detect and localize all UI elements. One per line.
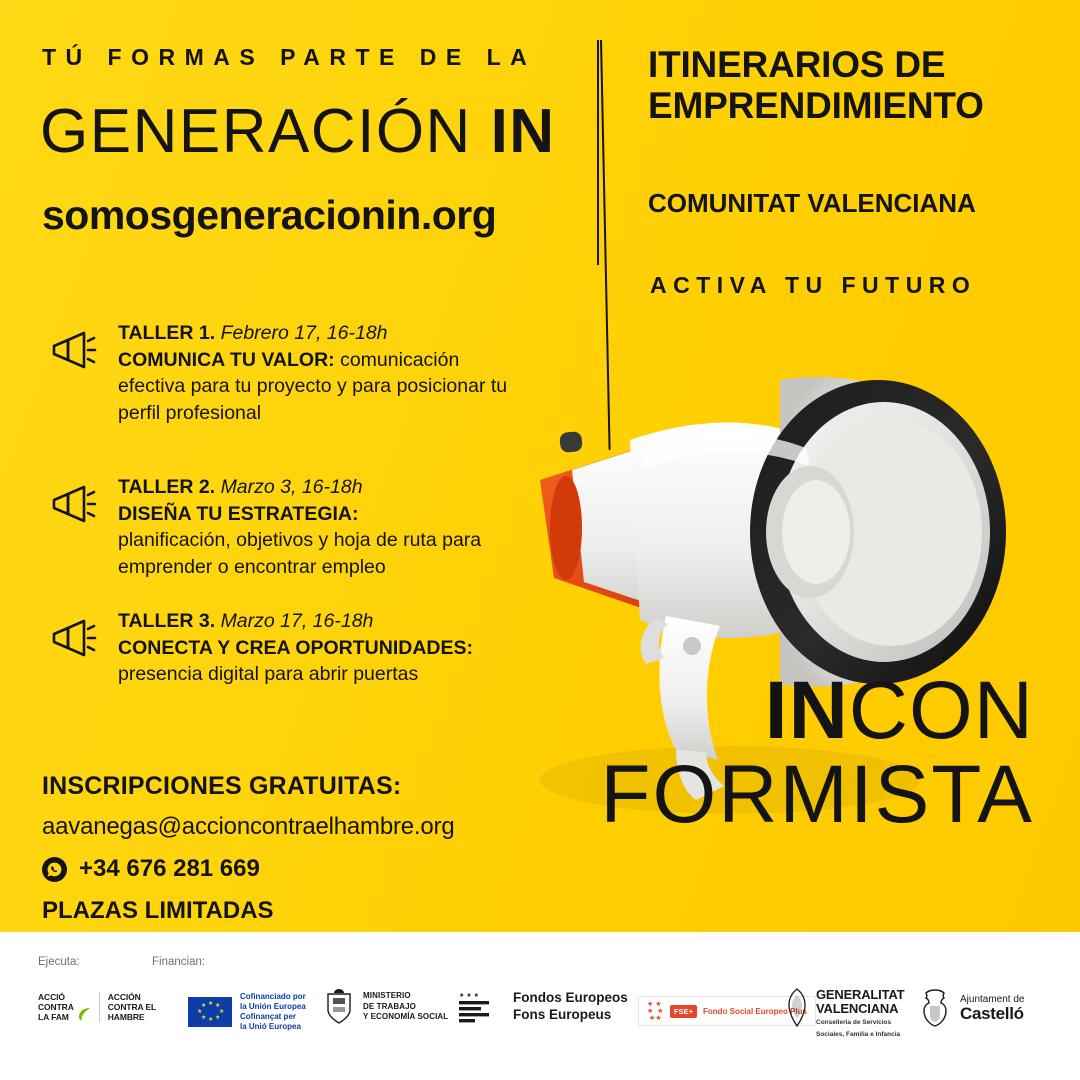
logo-accion-contra-el-hambre xyxy=(38,992,156,1022)
logo-acf-ca-line3: LA FAM xyxy=(38,1012,69,1023)
contact-email[interactable]: aavanegas@accioncontraelhambre.org xyxy=(42,813,455,840)
workshop-item xyxy=(40,474,540,580)
logo-gv-line4: Sociales, Familia e Infancia xyxy=(816,1030,901,1038)
inscriptions-title: INSCRIPCIONES GRATUITAS: xyxy=(42,772,402,800)
logo-acf-ca-line1: ACCIÓ xyxy=(38,992,65,1002)
fse-stars-icon: ★ ★ ★ ★ ★★ xyxy=(647,1001,664,1022)
logo-acf-ca-line2: CONTRA xyxy=(38,1002,74,1013)
workshop-title: DISEÑA TU ESTRATEGIA: xyxy=(118,502,359,525)
workshop-date: Marzo 17, 16-18h xyxy=(220,610,374,633)
contact-phone: +34 676 281 669 xyxy=(79,855,260,882)
slogan-text: ACTIVA TU FUTURO xyxy=(650,272,977,298)
fondos-europeos-mark-icon xyxy=(457,990,503,1024)
logo-aj-line2: Castelló xyxy=(960,1003,1024,1023)
vertical-divider xyxy=(597,40,599,265)
kicker-text: TÚ FORMAS PARTE DE LA xyxy=(42,44,537,70)
logo-eu-line3: Cofinançat per xyxy=(240,1012,297,1021)
workshop-title-tail: comunicación xyxy=(340,348,460,371)
workshop-item xyxy=(40,608,540,696)
big-word-con: CON xyxy=(848,665,1034,756)
program-title-line1: ITINERARIOS DE xyxy=(648,44,946,85)
footer-financian-label: Financian: xyxy=(152,956,206,968)
workshop-title: CONECTA Y CREA OPORTUNIDADES: xyxy=(118,636,473,659)
generalitat-emblem-icon xyxy=(786,988,808,1028)
inscriptions-block xyxy=(42,772,455,925)
logo-eu-line2: la Unión Europea xyxy=(240,1002,306,1011)
big-word-formista: FORMISTA xyxy=(600,748,1034,840)
logo-generalitat-valenciana xyxy=(786,988,904,1039)
program-title xyxy=(648,44,984,127)
logo-gv-line2: VALENCIANA xyxy=(816,1001,899,1017)
eu-flag-icon: ★ ★ ★ ★ ★ ★ ★ ★ xyxy=(188,997,232,1027)
logo-acf-es-line1: ACCIÓN xyxy=(107,992,141,1002)
megaphone-icon xyxy=(50,616,98,660)
workshop-number: TALLER 1. xyxy=(118,322,216,344)
footer-bar xyxy=(0,932,1080,1080)
generation-word: GENERACIÓN xyxy=(40,97,491,166)
workshop-date: Febrero 17, 16-18h xyxy=(220,322,388,344)
workshop-description: planificación, objetivos y hoja de ruta para emprender o encontrar empleo xyxy=(118,529,482,578)
workshop-number: TALLER 3. xyxy=(118,610,216,633)
logo-ministerio-line3: Y ECONOMÍA SOCIAL xyxy=(363,1012,449,1022)
generation-title xyxy=(40,96,556,167)
workshop-item xyxy=(40,320,540,426)
logo-gv-line3: Conselleria de Servicios xyxy=(816,1019,892,1027)
big-word-in: IN xyxy=(764,665,849,756)
logo-acf-es-line3: HAMBRE xyxy=(107,1012,145,1023)
workshop-number: TALLER 2. xyxy=(118,476,216,499)
logo-acf-es-line2: CONTRA EL xyxy=(107,1002,157,1013)
megaphone-icon xyxy=(50,328,98,372)
workshops-list xyxy=(40,320,540,724)
megaphone-icon xyxy=(50,482,98,526)
logo-ministerio-trabajo xyxy=(322,988,448,1026)
footer-ejecuta-label: Ejecuta: xyxy=(38,956,80,968)
workshop-description: presencia digital para abrir puertas xyxy=(118,663,419,686)
logo-ajuntament-de-castello xyxy=(918,988,1025,1028)
logo-ministerio-line2: DE TRABAJO xyxy=(363,1001,417,1011)
fse-label: Fondo Social Europeo Plus xyxy=(702,1006,807,1016)
region-label: COMUNITAT VALENCIANA xyxy=(648,188,976,218)
limited-seats-note: PLAZAS LIMITADAS xyxy=(42,897,274,924)
logo-fondos-line1: Fondos Europeos xyxy=(513,990,628,1006)
workshop-description: efectiva para tu proyecto y para posicionar tu perfil profesional xyxy=(118,375,508,424)
whatsapp-icon xyxy=(42,857,67,882)
logo-fondos-line2: Fons Europeus xyxy=(513,1007,612,1022)
workshop-title: COMUNICA TU VALOR: xyxy=(118,348,335,371)
logo-aj-line1: Ajuntament de xyxy=(960,993,1025,1005)
logo-ministerio-line1: MINISTERIO xyxy=(363,991,411,1001)
coat-of-arms-icon xyxy=(322,988,356,1026)
footer-logo-row xyxy=(0,980,1080,1052)
big-word xyxy=(600,665,1034,840)
website-url[interactable]: somosgeneracionin.org xyxy=(42,192,497,238)
logo-eu-line4: la Unió Europea xyxy=(240,1022,301,1031)
svg-text:★ ★ ★: ★ ★ ★ xyxy=(459,992,479,999)
logo-eu-line1: Cofinanciado por xyxy=(240,992,306,1001)
castello-crest-icon xyxy=(918,988,952,1028)
program-title-line2: EMPRENDIMIENTO xyxy=(648,85,984,127)
generation-in: IN xyxy=(490,97,556,166)
logo-fondos-europeos xyxy=(457,990,628,1024)
logo-union-europea xyxy=(188,992,306,1032)
contact-phone-row[interactable] xyxy=(42,855,455,883)
logo-gv-line1: GENERALITAT xyxy=(816,987,905,1002)
fse-badge: FSE+ xyxy=(670,1005,697,1018)
leaf-icon xyxy=(78,1007,91,1022)
workshop-date: Marzo 3, 16-18h xyxy=(220,476,363,499)
